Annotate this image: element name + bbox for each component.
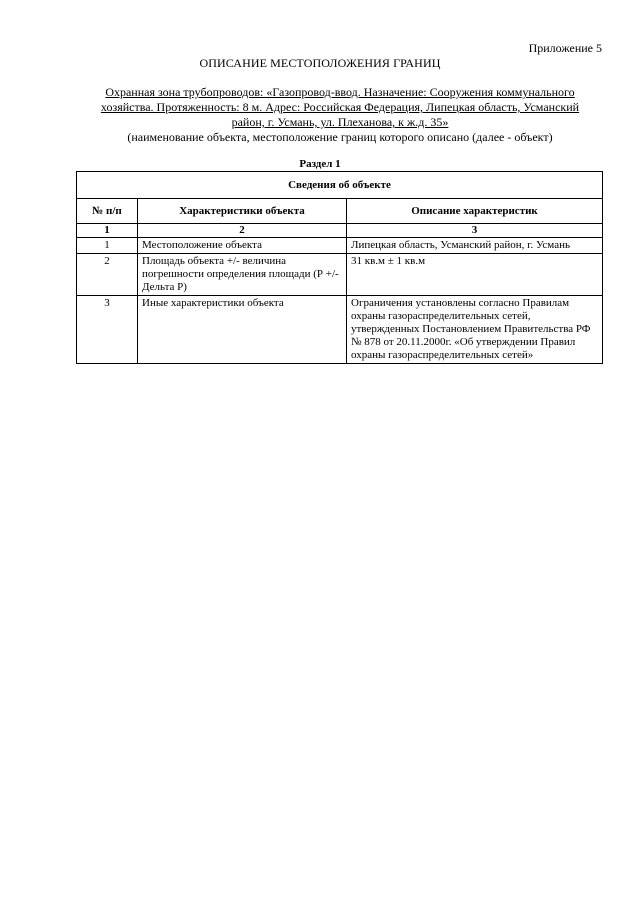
object-description-line: Охранная зона трубопроводов: «Газопровод-ввод. Назначение: Сооружения коммунального — [105, 85, 575, 99]
column-number: 1 — [77, 224, 138, 238]
object-description — [80, 85, 600, 130]
section-title: Раздел 1 — [299, 158, 341, 170]
column-number: 2 — [138, 224, 347, 238]
object-description-line: хозяйства. Протяженность: 8 м. Адрес: Российская Федерация, Липецкая область, Усманский — [100, 100, 580, 114]
row-description: Ограничения установлены согласно Правилам охраны газораспределительных сетей, утвержденных Постановлением Правительства РФ № 878 от 20.11.2000г. «Об утверждении Правил охраны газораспределительных сетей» — [347, 296, 603, 364]
table-caption: Сведения об объекте — [77, 172, 603, 199]
row-number: 1 — [77, 238, 138, 254]
document-title: ОПИСАНИЕ МЕСТОПОЛОЖЕНИЯ ГРАНИЦ — [199, 56, 441, 70]
table-row — [77, 254, 603, 296]
column-header-number: № п/п — [77, 199, 138, 224]
table-caption-row — [77, 172, 603, 199]
table-row — [77, 296, 603, 364]
appendix-label: Приложение 5 — [528, 41, 602, 55]
object-info-table — [76, 171, 603, 364]
table-row — [77, 238, 603, 254]
column-header-description: Описание характеристик — [347, 199, 603, 224]
object-caption: (наименование объекта, местоположение границ которого описано (далее - объект) — [127, 130, 553, 144]
object-description-line: район, г. Усмань, ул. Плеханова, к ж.д. 35» — [231, 115, 449, 129]
row-characteristic: Площадь объекта +/- величина погрешности определения площади (Р +/- Дельта Р) — [138, 254, 347, 296]
row-number: 3 — [77, 296, 138, 364]
row-description: Липецкая область, Усманский район, г. Усмань — [347, 238, 603, 254]
row-characteristic: Иные характеристики объекта — [138, 296, 347, 364]
row-characteristic: Местоположение объекта — [138, 238, 347, 254]
column-number: 3 — [347, 224, 603, 238]
table-header-row — [77, 199, 603, 224]
row-description: 31 кв.м ± 1 кв.м — [347, 254, 603, 296]
column-header-characteristic: Характеристики объекта — [138, 199, 347, 224]
column-number-row — [77, 224, 603, 238]
row-number: 2 — [77, 254, 138, 296]
